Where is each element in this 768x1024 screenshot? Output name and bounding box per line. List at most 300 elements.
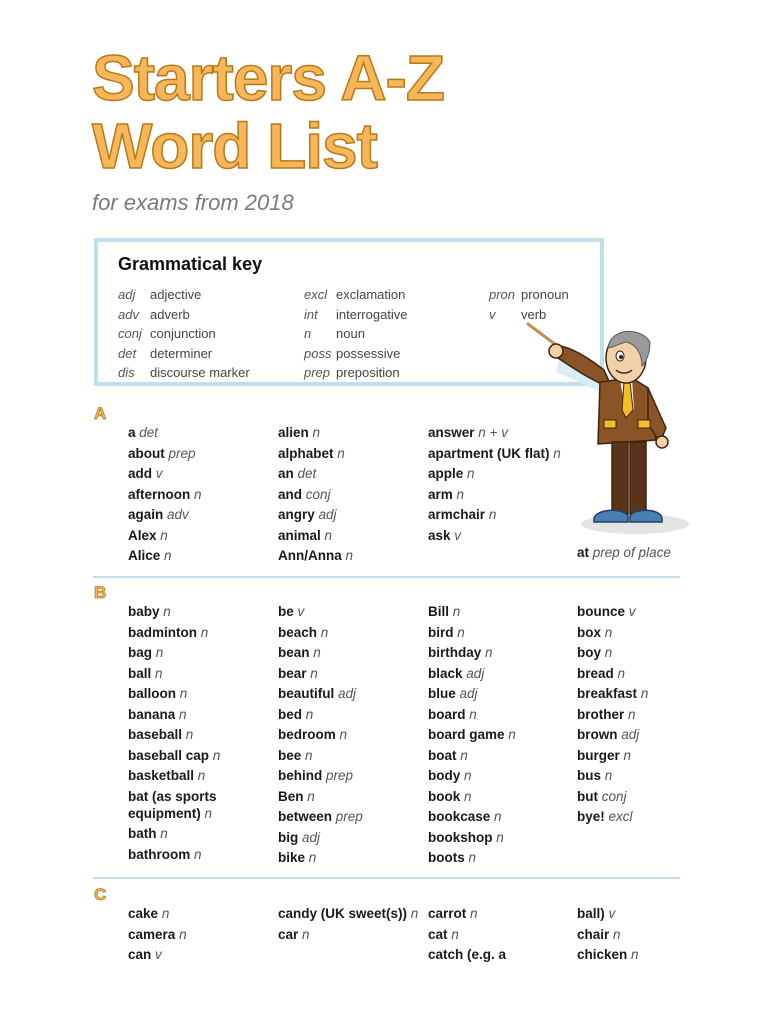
key-entry — [118, 305, 250, 325]
key-abbreviation: det — [118, 345, 137, 361]
word-entry — [128, 665, 273, 682]
part-of-speech: n — [197, 768, 206, 783]
word-entry — [128, 527, 273, 544]
part-of-speech: prep of place — [592, 545, 671, 560]
part-of-speech: n — [313, 645, 321, 660]
headword: bear — [278, 665, 307, 681]
word-entry — [577, 665, 722, 682]
title-line-2: Word List — [92, 110, 377, 182]
word-entry — [278, 685, 423, 702]
part-of-speech: adj — [459, 686, 478, 701]
part-of-speech: n — [212, 747, 221, 763]
part-of-speech: n — [307, 788, 315, 804]
headword: Ann/Anna — [278, 548, 342, 563]
title-line-1: Starters A-Z — [92, 42, 444, 114]
word-entry — [428, 644, 573, 661]
part-of-speech: n — [324, 527, 333, 543]
part-of-speech: excl — [608, 809, 633, 824]
word-entry — [128, 424, 273, 441]
word-entry — [278, 926, 423, 943]
key-entry — [304, 305, 408, 325]
headword: cat — [428, 926, 448, 942]
word-entry — [128, 926, 273, 943]
headword: armchair — [428, 507, 486, 522]
headword: bee — [278, 747, 302, 763]
headword: body — [428, 768, 461, 783]
headword: bathroom — [128, 846, 191, 862]
word-entry — [128, 726, 273, 743]
word-entry — [128, 445, 273, 462]
part-of-speech: n — [613, 926, 621, 942]
key-abbreviation: excl — [304, 287, 328, 302]
part-of-speech: adj — [318, 507, 337, 522]
headword: bat (as sports equipment) — [128, 788, 217, 821]
part-of-speech: n — [160, 826, 168, 841]
part-of-speech: n — [337, 445, 345, 461]
part-of-speech: v — [628, 604, 636, 619]
part-of-speech: n — [310, 665, 318, 681]
word-entry — [428, 624, 573, 641]
word-entry — [128, 685, 273, 702]
part-of-speech: n — [494, 809, 502, 824]
part-of-speech: n — [194, 486, 202, 502]
word-entry — [577, 808, 722, 825]
part-of-speech: n — [339, 727, 348, 742]
part-of-speech: n — [496, 829, 504, 845]
headword: be — [278, 604, 294, 619]
headword: board — [428, 706, 466, 722]
part-of-speech: n — [200, 624, 209, 640]
part-of-speech: n — [345, 548, 354, 563]
word-entry — [428, 946, 573, 963]
key-entry — [304, 363, 408, 383]
part-of-speech: adj — [621, 727, 640, 742]
part-of-speech: prep — [335, 809, 363, 824]
part-of-speech: n — [155, 645, 164, 660]
word-entry — [577, 624, 722, 641]
page-title — [92, 44, 444, 180]
key-column-1 — [118, 285, 250, 383]
word-entry — [428, 445, 573, 462]
word-entry — [278, 547, 423, 564]
part-of-speech: n — [160, 527, 168, 543]
key-meaning: adverb — [150, 306, 190, 322]
word-entry — [128, 747, 273, 764]
word-entry — [278, 486, 423, 503]
word-entry — [278, 706, 423, 723]
word-entry — [577, 685, 722, 702]
word-entry — [128, 624, 273, 641]
word-entry — [128, 946, 273, 963]
word-entry — [428, 767, 573, 784]
part-of-speech: n — [185, 727, 194, 742]
key-abbreviation: adj — [118, 287, 136, 302]
headword: camera — [128, 926, 176, 942]
word-entry — [128, 486, 273, 503]
word-column — [278, 603, 423, 870]
part-of-speech: n — [553, 445, 561, 461]
part-of-speech: n — [457, 624, 465, 640]
word-column — [577, 544, 722, 565]
word-entry — [278, 767, 423, 784]
word-entry — [428, 665, 573, 682]
headword: animal — [278, 527, 321, 543]
word-entry — [278, 424, 423, 441]
headword: birthday — [428, 645, 482, 660]
word-entry — [577, 544, 722, 561]
key-entry — [304, 324, 408, 344]
headword: cake — [128, 906, 159, 921]
section-divider — [93, 877, 680, 879]
word-entry — [278, 808, 423, 825]
headword: and — [278, 486, 303, 502]
word-entry — [428, 747, 573, 764]
headword: bike — [278, 850, 306, 865]
headword: at — [577, 545, 590, 560]
headword: brown — [577, 727, 618, 742]
headword: behind — [278, 768, 323, 783]
headword: carrot — [428, 906, 467, 921]
part-of-speech: v — [454, 527, 462, 543]
headword: chair — [577, 926, 610, 942]
headword: boots — [428, 850, 465, 865]
word-column — [428, 905, 573, 967]
part-of-speech: n — [617, 665, 626, 681]
key-abbreviation: poss — [304, 345, 332, 361]
word-entry — [577, 726, 722, 743]
word-entry — [428, 726, 573, 743]
headword: banana — [128, 706, 176, 722]
key-entry — [304, 344, 408, 364]
key-meaning: noun — [336, 326, 365, 341]
part-of-speech: n — [204, 805, 213, 821]
word-entry — [428, 829, 573, 846]
section-letter-c: C — [94, 885, 107, 904]
word-entry — [278, 527, 423, 544]
part-of-speech: n — [179, 706, 187, 722]
word-entry — [577, 926, 722, 943]
headword: bounce — [577, 604, 626, 619]
word-entry — [278, 849, 423, 866]
headword: burger — [577, 747, 620, 763]
part-of-speech: n — [628, 706, 636, 722]
headword: board game — [428, 727, 505, 742]
headword: angry — [278, 507, 315, 522]
part-of-speech: n — [464, 768, 472, 783]
part-of-speech: conj — [601, 788, 627, 804]
headword: bookcase — [428, 809, 491, 824]
part-of-speech: det — [139, 425, 159, 440]
headword: Bill — [428, 604, 450, 619]
key-meaning: verb — [521, 306, 547, 322]
word-entry — [428, 486, 573, 503]
headword: answer — [428, 425, 475, 440]
headword: alphabet — [278, 445, 334, 461]
word-entry — [577, 747, 722, 764]
part-of-speech: n — [488, 507, 497, 522]
key-meaning: interrogative — [336, 306, 408, 322]
word-entry — [128, 846, 273, 863]
word-entry — [278, 603, 423, 620]
headword: again — [128, 507, 164, 522]
word-column — [278, 905, 423, 946]
headword: but — [577, 788, 598, 804]
part-of-speech: n — [640, 686, 649, 701]
key-meaning: discourse marker — [150, 365, 250, 380]
word-entry — [128, 603, 273, 620]
word-entry — [428, 603, 573, 620]
part-of-speech: n — [305, 706, 314, 722]
part-of-speech: n — [469, 706, 477, 722]
part-of-speech: n — [485, 645, 493, 660]
part-of-speech: det — [297, 466, 317, 481]
key-meaning: possessive — [336, 345, 401, 361]
headword: baseball cap — [128, 747, 210, 763]
key-meaning: preposition — [336, 365, 400, 380]
part-of-speech: prep — [326, 768, 354, 783]
headword: chicken — [577, 947, 628, 962]
word-entry — [278, 747, 423, 764]
part-of-speech: adv — [167, 507, 189, 522]
word-entry — [428, 926, 573, 943]
word-entry — [428, 465, 573, 482]
headword: brother — [577, 706, 625, 722]
headword: add — [128, 466, 153, 481]
part-of-speech: conj — [305, 486, 331, 502]
key-abbreviation: n — [304, 326, 312, 341]
word-entry — [128, 825, 273, 842]
headword: breakfast — [577, 686, 638, 701]
headword: between — [278, 809, 333, 824]
word-entry — [128, 547, 273, 564]
headword: beautiful — [278, 686, 335, 701]
headword: baby — [128, 604, 160, 619]
word-entry — [428, 506, 573, 523]
part-of-speech: adj — [302, 829, 321, 845]
key-entry — [118, 285, 250, 305]
headword: apartment (UK flat) — [428, 445, 550, 461]
key-entry — [304, 285, 408, 305]
headword: about — [128, 445, 165, 461]
word-entry — [428, 808, 573, 825]
word-column — [128, 603, 273, 866]
part-of-speech: n — [312, 425, 321, 440]
headword: bus — [577, 768, 602, 783]
key-meaning: conjunction — [150, 326, 216, 341]
key-abbreviation: int — [304, 306, 318, 322]
word-entry — [278, 465, 423, 482]
headword: bed — [278, 706, 303, 722]
key-column-2 — [304, 285, 408, 383]
headword: arm — [428, 486, 453, 502]
headword: a — [128, 425, 136, 440]
word-entry — [278, 644, 423, 661]
part-of-speech: v — [155, 466, 163, 481]
part-of-speech: n — [604, 624, 613, 640]
headword: bird — [428, 624, 454, 640]
part-of-speech: v — [608, 906, 616, 921]
key-meaning: exclamation — [336, 287, 406, 302]
word-entry — [428, 905, 573, 922]
headword: basketball — [128, 768, 195, 783]
word-column — [577, 905, 722, 967]
word-column — [278, 424, 423, 568]
headword: an — [278, 466, 294, 481]
part-of-speech: n — [179, 686, 188, 701]
headword: blue — [428, 686, 456, 701]
part-of-speech: n — [410, 906, 419, 921]
key-abbreviation: prep — [304, 365, 331, 380]
page-subtitle: for exams from 2018 — [92, 190, 294, 215]
part-of-speech: n — [467, 466, 475, 481]
word-column — [428, 424, 573, 547]
word-entry — [128, 465, 273, 482]
headword: bye! — [577, 809, 605, 824]
section-letter-b: B — [94, 583, 107, 602]
headword: Ben — [278, 788, 304, 804]
word-entry — [577, 767, 722, 784]
headword: car — [278, 926, 299, 942]
grammatical-key-title: Grammatical key — [118, 254, 263, 274]
headword: Alex — [128, 527, 157, 543]
headword: ball — [128, 665, 152, 681]
word-entry — [577, 946, 722, 963]
headword: big — [278, 829, 299, 845]
word-entry — [428, 849, 573, 866]
headword: bookshop — [428, 829, 493, 845]
part-of-speech: n + v — [478, 425, 508, 440]
word-column — [128, 424, 273, 568]
headword: beach — [278, 624, 318, 640]
word-entry — [128, 706, 273, 723]
headword: bath — [128, 826, 157, 841]
word-entry — [428, 706, 573, 723]
word-entry — [577, 603, 722, 620]
headword: can — [128, 947, 152, 962]
word-entry — [428, 685, 573, 702]
word-entry — [128, 767, 273, 784]
key-meaning: pronoun — [521, 287, 569, 302]
part-of-speech: n — [460, 747, 468, 763]
word-entry — [577, 706, 722, 723]
headword: boy — [577, 645, 602, 660]
part-of-speech: n — [305, 747, 313, 763]
part-of-speech: n — [164, 548, 172, 563]
headword: boat — [428, 747, 457, 763]
part-of-speech: n — [470, 906, 478, 921]
headword: catch (e.g. a — [428, 947, 507, 962]
key-abbreviation: adv — [118, 306, 139, 322]
part-of-speech: n — [604, 645, 613, 660]
key-entry — [118, 324, 250, 344]
part-of-speech: n — [302, 926, 310, 942]
headword: bean — [278, 645, 310, 660]
word-entry — [577, 905, 722, 922]
part-of-speech: n — [631, 947, 639, 962]
word-entry — [128, 644, 273, 661]
word-column — [128, 905, 273, 967]
word-entry — [278, 829, 423, 846]
headword: Alice — [128, 548, 161, 563]
section-divider — [93, 576, 680, 578]
word-entry — [128, 788, 273, 822]
word-entry — [128, 905, 273, 922]
part-of-speech: adj — [466, 665, 485, 681]
word-column — [577, 603, 722, 829]
headword: box — [577, 624, 602, 640]
word-entry — [577, 644, 722, 661]
key-entry — [118, 344, 250, 364]
part-of-speech: n — [452, 604, 461, 619]
part-of-speech: n — [623, 747, 632, 763]
headword: balloon — [128, 686, 176, 701]
part-of-speech: v — [297, 604, 305, 619]
part-of-speech: n — [456, 486, 465, 502]
word-entry — [278, 445, 423, 462]
word-entry — [278, 726, 423, 743]
part-of-speech: n — [468, 850, 477, 865]
headword: candy (UK sweet(s)) — [278, 906, 408, 921]
key-abbreviation: conj — [118, 326, 142, 341]
word-entry — [128, 506, 273, 523]
headword: ask — [428, 527, 451, 543]
part-of-speech: n — [508, 727, 516, 742]
word-entry — [278, 624, 423, 641]
part-of-speech: n — [155, 665, 163, 681]
headword: badminton — [128, 624, 197, 640]
part-of-speech: n — [320, 624, 329, 640]
word-entry — [428, 527, 573, 544]
key-meaning: determiner — [150, 345, 213, 361]
headword: bread — [577, 665, 614, 681]
headword: baseball — [128, 727, 183, 742]
word-entry — [278, 788, 423, 805]
key-abbreviation: dis — [118, 365, 135, 380]
part-of-speech: n — [604, 768, 613, 783]
part-of-speech: adj — [338, 686, 357, 701]
part-of-speech: n — [464, 788, 472, 804]
key-abbreviation: pron — [489, 287, 516, 302]
word-entry — [278, 905, 423, 922]
part-of-speech: n — [179, 926, 187, 942]
headword: afternoon — [128, 486, 191, 502]
section-letter-a: A — [94, 404, 107, 423]
headword: apple — [428, 466, 464, 481]
word-entry — [278, 506, 423, 523]
word-entry — [428, 424, 573, 441]
key-meaning: adjective — [150, 287, 202, 302]
headword: bedroom — [278, 727, 336, 742]
part-of-speech: n — [163, 604, 171, 619]
key-entry — [489, 285, 569, 305]
word-entry — [278, 665, 423, 682]
word-column — [428, 603, 573, 870]
headword: alien — [278, 425, 309, 440]
headword: book — [428, 788, 461, 804]
word-entry — [577, 788, 722, 805]
headword: ball) — [577, 906, 605, 921]
part-of-speech: n — [451, 926, 459, 942]
part-of-speech: n — [194, 846, 202, 862]
key-abbreviation: v — [489, 306, 496, 322]
word-entry — [428, 788, 573, 805]
part-of-speech: n — [308, 850, 317, 865]
headword: bag — [128, 645, 153, 660]
part-of-speech: prep — [168, 445, 196, 461]
part-of-speech: v — [155, 947, 162, 962]
headword: black — [428, 665, 463, 681]
key-entry — [118, 363, 250, 383]
